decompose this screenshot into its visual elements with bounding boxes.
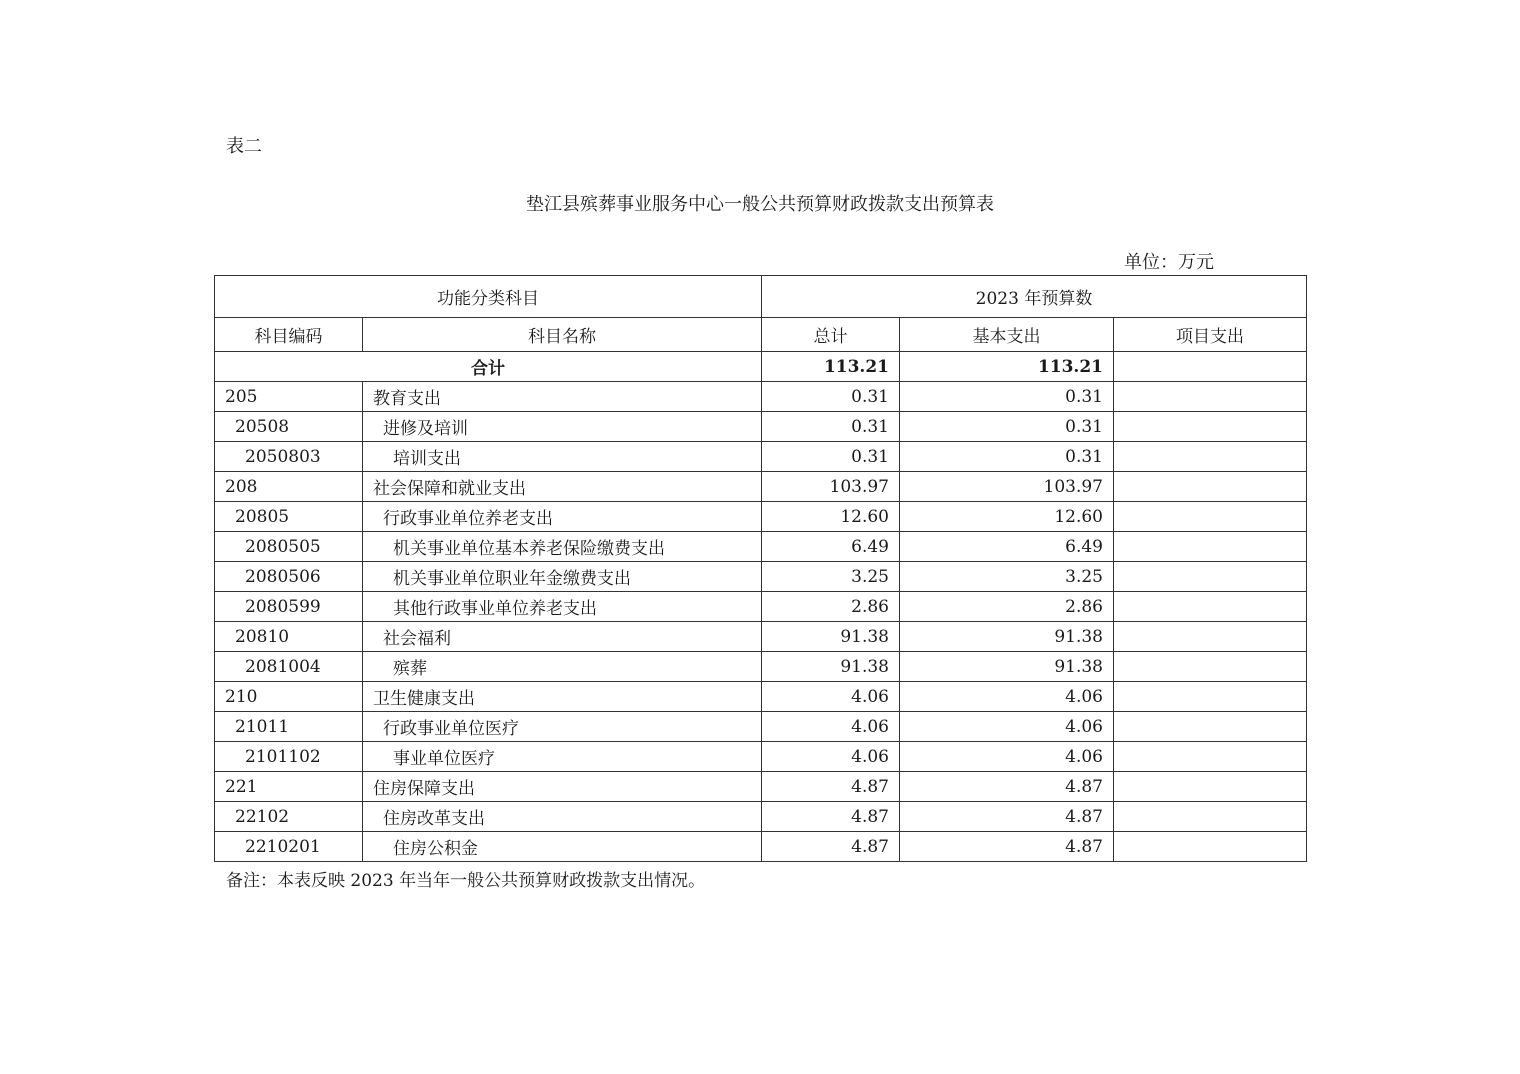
row-project — [1114, 382, 1307, 412]
row-name: 培训支出 — [363, 442, 762, 472]
row-total: 0.31 — [762, 382, 900, 412]
row-total: 4.87 — [762, 832, 900, 862]
row-project — [1114, 502, 1307, 532]
row-total: 91.38 — [762, 652, 900, 682]
row-basic: 103.97 — [900, 472, 1114, 502]
row-code: 205 — [215, 382, 363, 412]
header-function: 功能分类科目 — [215, 276, 762, 318]
header-budget: 2023 年预算数 — [762, 276, 1307, 318]
row-project — [1114, 622, 1307, 652]
row-name: 行政事业单位医疗 — [363, 712, 762, 742]
row-project — [1114, 562, 1307, 592]
table-row — [215, 532, 1307, 562]
row-basic: 4.06 — [900, 742, 1114, 772]
table-row — [215, 802, 1307, 832]
table-row — [215, 742, 1307, 772]
table-row — [215, 472, 1307, 502]
row-project — [1114, 742, 1307, 772]
unit-label: 单位：万元 — [1124, 252, 1214, 273]
header-project: 项目支出 — [1114, 318, 1307, 352]
row-code: 2080506 — [215, 562, 363, 592]
row-total: 4.87 — [762, 772, 900, 802]
row-total: 91.38 — [762, 622, 900, 652]
row-name: 住房保障支出 — [363, 772, 762, 802]
row-basic: 2.86 — [900, 592, 1114, 622]
row-basic: 6.49 — [900, 532, 1114, 562]
row-code: 208 — [215, 472, 363, 502]
row-code: 21011 — [215, 712, 363, 742]
row-project — [1114, 472, 1307, 502]
row-project — [1114, 712, 1307, 742]
row-basic: 4.06 — [900, 712, 1114, 742]
table-row — [215, 682, 1307, 712]
table-row — [215, 412, 1307, 442]
row-project — [1114, 802, 1307, 832]
budget-table — [214, 275, 1307, 862]
total-project — [1114, 352, 1307, 382]
header-name: 科目名称 — [363, 318, 762, 352]
row-code: 2210201 — [215, 832, 363, 862]
table-row — [215, 652, 1307, 682]
footnote: 备注：本表反映 2023 年当年一般公共预算财政拨款支出情况。 — [226, 871, 706, 891]
row-basic: 3.25 — [900, 562, 1114, 592]
row-total: 0.31 — [762, 442, 900, 472]
row-name: 机关事业单位基本养老保险缴费支出 — [363, 532, 762, 562]
row-basic: 91.38 — [900, 622, 1114, 652]
row-basic: 0.31 — [900, 412, 1114, 442]
row-basic: 91.38 — [900, 652, 1114, 682]
header-code: 科目编码 — [215, 318, 363, 352]
row-project — [1114, 772, 1307, 802]
row-total: 6.49 — [762, 532, 900, 562]
header-basic: 基本支出 — [900, 318, 1114, 352]
row-total: 4.87 — [762, 802, 900, 832]
row-project — [1114, 832, 1307, 862]
table-row — [215, 562, 1307, 592]
row-project — [1114, 532, 1307, 562]
row-project — [1114, 442, 1307, 472]
row-total: 4.06 — [762, 742, 900, 772]
table-row — [215, 622, 1307, 652]
row-total: 3.25 — [762, 562, 900, 592]
row-total: 0.31 — [762, 412, 900, 442]
row-basic: 0.31 — [900, 442, 1114, 472]
total-total: 113.21 — [762, 352, 900, 382]
row-code: 20810 — [215, 622, 363, 652]
row-name: 行政事业单位养老支出 — [363, 502, 762, 532]
row-code: 20508 — [215, 412, 363, 442]
header-total: 总计 — [762, 318, 900, 352]
total-label: 合计 — [215, 352, 762, 382]
row-name: 进修及培训 — [363, 412, 762, 442]
row-basic: 0.31 — [900, 382, 1114, 412]
row-name: 其他行政事业单位养老支出 — [363, 592, 762, 622]
table-row — [215, 772, 1307, 802]
table-row — [215, 502, 1307, 532]
row-basic: 4.87 — [900, 772, 1114, 802]
row-name: 社会福利 — [363, 622, 762, 652]
row-code: 2080505 — [215, 532, 363, 562]
row-code: 2080599 — [215, 592, 363, 622]
row-total: 12.60 — [762, 502, 900, 532]
group-header-row — [215, 276, 1307, 318]
table-label: 表二 — [226, 136, 262, 157]
document-title: 垫江县殡葬事业服务中心一般公共预算财政拨款支出预算表 — [526, 194, 994, 215]
row-total: 2.86 — [762, 592, 900, 622]
row-name: 事业单位医疗 — [363, 742, 762, 772]
row-name: 住房改革支出 — [363, 802, 762, 832]
row-code: 20805 — [215, 502, 363, 532]
row-code: 210 — [215, 682, 363, 712]
row-name: 住房公积金 — [363, 832, 762, 862]
column-header-row — [215, 318, 1307, 352]
row-code: 2050803 — [215, 442, 363, 472]
table-row — [215, 712, 1307, 742]
row-basic: 4.87 — [900, 832, 1114, 862]
table-row — [215, 832, 1307, 862]
row-total: 4.06 — [762, 712, 900, 742]
row-name: 教育支出 — [363, 382, 762, 412]
table-row — [215, 382, 1307, 412]
row-code: 22102 — [215, 802, 363, 832]
total-basic: 113.21 — [900, 352, 1114, 382]
row-name: 殡葬 — [363, 652, 762, 682]
row-code: 2081004 — [215, 652, 363, 682]
row-project — [1114, 592, 1307, 622]
row-project — [1114, 412, 1307, 442]
total-row — [215, 352, 1307, 382]
row-basic: 12.60 — [900, 502, 1114, 532]
row-basic: 4.06 — [900, 682, 1114, 712]
row-total: 103.97 — [762, 472, 900, 502]
row-basic: 4.87 — [900, 802, 1114, 832]
table-row — [215, 592, 1307, 622]
row-code: 221 — [215, 772, 363, 802]
row-project — [1114, 682, 1307, 712]
table-row — [215, 442, 1307, 472]
row-project — [1114, 652, 1307, 682]
row-name: 卫生健康支出 — [363, 682, 762, 712]
row-name: 社会保障和就业支出 — [363, 472, 762, 502]
row-total: 4.06 — [762, 682, 900, 712]
row-name: 机关事业单位职业年金缴费支出 — [363, 562, 762, 592]
row-code: 2101102 — [215, 742, 363, 772]
